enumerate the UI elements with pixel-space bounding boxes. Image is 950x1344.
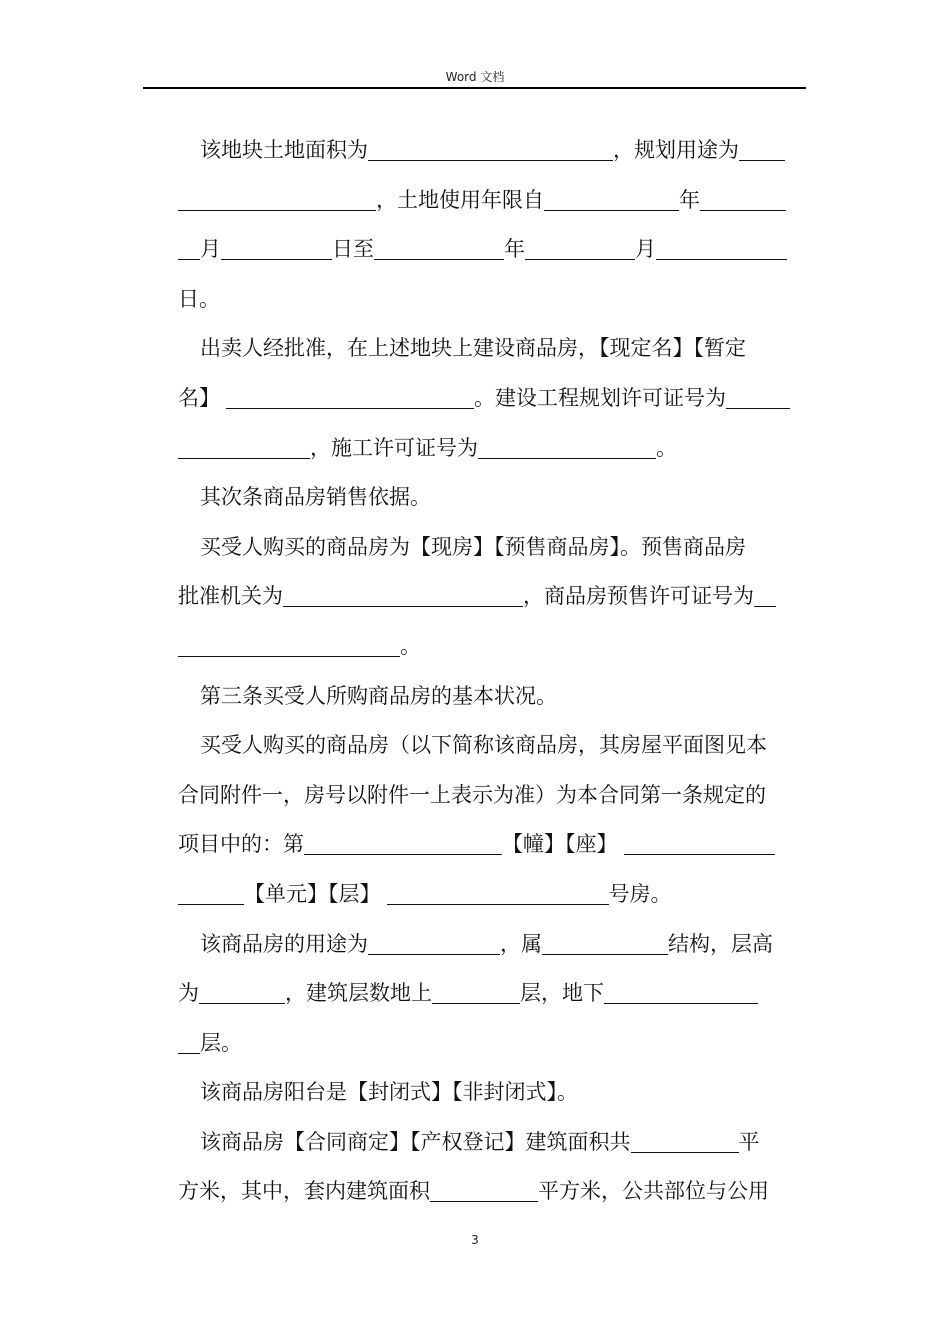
blank-end-year[interactable] [374, 237, 504, 260]
text-project-no: 项目中的：第 [178, 832, 304, 857]
blank-start-month[interactable] [700, 188, 786, 211]
section-heading-basic-status [178, 672, 802, 722]
paragraph-presale-line-1 [178, 523, 802, 573]
text-seller-approval: 出卖人经批准，在上述地块上建设商品房，【现定名】【暂定 [200, 336, 746, 361]
text-year-2: 年 [504, 237, 525, 262]
paragraph-unit-line-3 [178, 820, 802, 870]
text-structure-height: 结构，层高 [668, 931, 773, 956]
blank-planned-use-cont[interactable] [178, 188, 376, 211]
paragraph-seller-line-3 [178, 424, 802, 474]
blank-construction-permit[interactable] [478, 436, 656, 459]
paragraph-unit-line-2 [178, 771, 802, 821]
blank-planned-use[interactable] [739, 138, 785, 161]
blank-end-day[interactable] [656, 237, 787, 260]
text-month-2: 月 [635, 237, 656, 262]
text-period: 。 [656, 435, 677, 460]
blank-start-day[interactable] [221, 237, 332, 260]
paragraph-land-area-line-2 [178, 176, 802, 226]
text-unit-floor: 【单元】【层】 [244, 881, 381, 906]
text-presale-permit: ，商品房预售许可证号为 [523, 584, 754, 609]
paragraph-balcony [178, 1068, 802, 1118]
text-presale-type: 买受人购买的商品房为【现房】【预售商品房】。预售商品房 [200, 534, 746, 559]
header-rule [143, 87, 806, 89]
paragraph-unit-line-1 [178, 721, 802, 771]
paragraph-unit-line-4 [178, 870, 802, 920]
text-day-end: 日。 [178, 286, 220, 311]
text-basic-status: 第三条买受人所购商品房的基本状况。 [200, 683, 557, 708]
blank-building-no[interactable] [304, 832, 502, 855]
paragraph-land-area-line-1 [178, 126, 802, 176]
blank-floors-above[interactable] [432, 981, 520, 1004]
paragraph-area-line-1 [178, 1118, 802, 1168]
text-floor-end: 层。 [200, 1030, 242, 1055]
text-name-label: 名】 [178, 385, 220, 410]
blank-structure[interactable] [542, 932, 668, 955]
text-unit-desc-1: 买受人购买的商品房（以下简称该商品房，其房屋平面图见本 [200, 733, 767, 758]
text-land-term-from: ，土地使用年限自 [376, 187, 544, 212]
blank-floor-height[interactable] [199, 981, 285, 1004]
text-public-area: 平方米，公共部位与公用 [538, 1179, 769, 1204]
paragraph-seller-line-1 [178, 324, 802, 374]
blank-approval-authority[interactable] [283, 584, 523, 607]
text-square: 平 [738, 1129, 760, 1154]
blank-unit-no-cont[interactable] [178, 882, 244, 905]
text-land-area: 该地块土地面积为 [200, 138, 368, 162]
paragraph-usage-line-3 [178, 1019, 802, 1069]
blank-planning-permit[interactable] [726, 386, 790, 409]
paragraph-presale-line-3 [178, 622, 802, 672]
text-planned-use: ，规划用途为 [613, 138, 739, 162]
text-room-no: 号房。 [608, 881, 672, 906]
paragraph-usage-line-1 [178, 920, 802, 970]
text-sales-basis: 其次条商品房销售依据。 [200, 485, 431, 510]
blank-room-no[interactable] [387, 882, 609, 905]
blank-project-name[interactable] [226, 386, 474, 409]
section-heading-sales-basis [178, 473, 802, 523]
text-usage: 该商品房的用途为 [200, 931, 368, 956]
blank-building-area[interactable] [631, 1130, 739, 1153]
text-day-to: 日至 [332, 237, 374, 262]
paragraph-presale-line-2 [178, 572, 802, 622]
text-unit-desc-2: 合同附件一，房号以附件一上表示为准）为本合同第一条规定的 [178, 782, 766, 807]
text-year: 年 [679, 187, 700, 212]
text-approval-authority: 批准机关为 [178, 584, 283, 609]
paragraph-land-area-line-4 [178, 275, 802, 325]
document-body [178, 126, 802, 1217]
text-construction-permit: ，施工许可证号为 [310, 435, 478, 460]
blank-presale-permit-cont[interactable] [178, 634, 400, 657]
blank-end-month[interactable] [525, 237, 635, 260]
text-building-area: 该商品房【合同商定】【产权登记】建筑面积共 [200, 1129, 631, 1154]
text-belongs: ，属 [500, 931, 542, 956]
text-inner-area: 方米，其中，套内建筑面积 [178, 1179, 430, 1204]
paragraph-land-area-line-3 [178, 225, 802, 275]
blank-usage[interactable] [368, 932, 500, 955]
text-is: 为 [178, 981, 199, 1006]
blank-floors-below-cont[interactable] [178, 1031, 200, 1054]
blank-planning-permit-cont[interactable] [178, 436, 310, 459]
blank-land-area[interactable] [368, 138, 613, 161]
text-floors-below: 层，地下 [520, 981, 604, 1006]
text-period-2: 。 [400, 633, 421, 658]
text-floors-above: ，建筑层数地上 [285, 981, 432, 1006]
paragraph-seller-line-2 [178, 374, 802, 424]
blank-start-month-cont[interactable] [178, 237, 200, 260]
blank-unit-no[interactable] [624, 832, 775, 855]
text-building-block: 【幢】【座】 [502, 832, 618, 857]
text-balcony: 该商品房阳台是【封闭式】【非封闭式】。 [200, 1080, 578, 1105]
blank-floors-below[interactable] [604, 981, 758, 1004]
paragraph-area-line-2 [178, 1167, 802, 1217]
text-month: 月 [200, 237, 221, 262]
page-header-title: Word 文档 [445, 70, 505, 84]
blank-presale-permit[interactable] [754, 584, 776, 607]
blank-start-year[interactable] [544, 188, 679, 211]
page-number: 3 [471, 1233, 479, 1247]
text-planning-permit: 。建设工程规划许可证号为 [474, 385, 726, 410]
blank-inner-area[interactable] [430, 1179, 538, 1202]
paragraph-usage-line-2 [178, 969, 802, 1019]
